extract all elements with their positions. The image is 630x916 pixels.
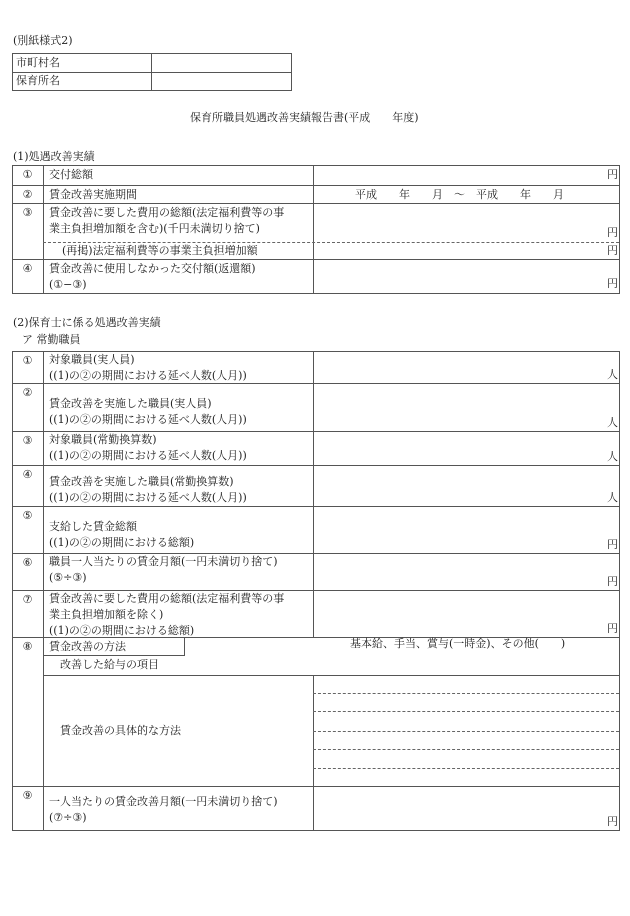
row-label: (⑦÷③) [49,811,87,824]
row-number: ⑨ [22,789,33,802]
row-label: ((1)の②の期間における総額) [49,624,195,637]
rule [12,431,619,432]
row-number: ⑤ [22,509,33,522]
items-label: 改善した給与の項目 [60,658,159,671]
row-label: (⑤÷③) [49,571,87,584]
unit-label: 人 [607,416,618,429]
specific-method-label: 賃金改善の具体的な方法 [60,724,181,737]
row-label: 賃金改善に要した費用の総額(法定福利費等の事 [49,592,285,605]
rule [12,590,619,591]
row-number: ② [22,386,33,399]
unit-label: 円 [607,815,618,828]
row-label: 職員一人当たりの賃金月額(一円未満切り捨て) [49,555,278,568]
row-label: 賃金改善に使用しなかった交付額(返還額) [49,262,256,275]
rule [12,383,619,384]
row-number: ① [22,168,33,181]
row-number: ④ [22,468,33,481]
unit-label: 人 [607,491,618,504]
unit-label: 円 [607,168,618,181]
rule [12,506,619,507]
section2-subheading: ア 常勤職員 [22,333,81,346]
row-number: ④ [22,262,33,275]
method-label: 賃金改善の方法 [49,640,126,653]
unit-label: 人 [607,368,618,381]
nursery-label: 保育所名 [16,74,60,87]
row-sublabel: (再掲)法定福利費等の事業主負担増加額 [62,244,258,257]
unit-label: 人 [607,450,618,463]
unit-label: 円 [607,622,618,635]
row-number: ③ [22,206,33,219]
row-label: 交付総額 [49,168,93,181]
rule [12,259,619,260]
row-label: ((1)の②の期間における延べ人数(人月)) [49,449,247,462]
row-number: ⑧ [22,640,33,653]
rule [12,203,619,204]
unit-label: 円 [607,277,618,290]
row-label: (①−③) [49,278,87,291]
dashed-rule [43,242,619,243]
rule [151,53,152,90]
row-label: 業主負担増加額を除く) [49,608,164,621]
period-field[interactable]: 平成 年 月 〜 平成 年 月 [355,188,564,201]
row-label: 業主負担増加額を含む)(千円未満切り捨て) [49,222,260,235]
unit-label: 円 [607,244,618,257]
row-number: ③ [22,434,33,447]
section2-heading: (2)保育士に係る処遇改善実績 [13,316,161,329]
row-label: ((1)の②の期間における延べ人数(人月)) [49,413,247,426]
specific-method-field[interactable] [314,676,619,785]
row-label: 賃金改善に要した費用の総額(法定福利費等の事 [49,206,285,219]
rule [12,786,619,787]
items-field[interactable]: 基本給、手当、賞与(一時金)、その他( ) [350,637,566,650]
row-label: ((1)の②の期間における延べ人数(人月)) [49,491,247,504]
municipality-label: 市町村名 [16,56,60,69]
form-label: (別紙様式2) [13,34,73,47]
row-number: ⑦ [22,593,33,606]
section1-heading: (1)処遇改善実績 [13,150,95,163]
row-label: 賃金改善実施期間 [49,188,137,201]
row-label: 一人当たりの賃金改善月額(一円未満切り捨て) [49,795,278,808]
row-label: ((1)の②の期間における総額) [49,536,195,549]
unit-label: 円 [607,538,618,551]
row-label: 対象職員(実人員) [49,353,135,366]
row-number: ⑥ [22,556,33,569]
row-label: 対象職員(常勤換算数) [49,433,157,446]
row-label: 支給した賃金総額 [49,520,137,533]
rule [12,465,619,466]
row-number: ① [22,354,33,367]
row-label: 賃金改善を実施した職員(常勤換算数) [49,475,234,488]
row-label: 賃金改善を実施した職員(実人員) [49,397,212,410]
unit-label: 円 [607,226,618,239]
rule [313,351,314,637]
rule [12,185,619,186]
page-title: 保育所職員処遇改善実績報告書(平成 年度) [190,111,419,124]
row-label: ((1)の②の期間における延べ人数(人月)) [49,369,247,382]
rule [12,553,619,554]
unit-label: 円 [607,575,618,588]
row-number: ② [22,188,33,201]
